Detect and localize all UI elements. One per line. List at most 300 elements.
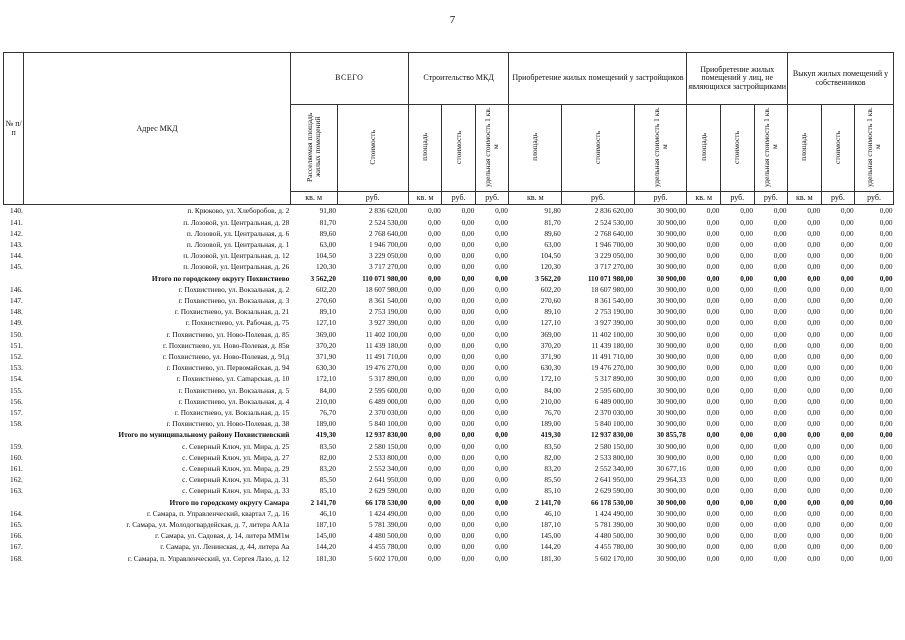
row-value: 2 595 600,00 [368,385,408,395]
row-number: 142. [10,228,23,238]
row-value: 30 900,00 [656,508,686,518]
row-address: г. Похвистнево, ул. Сamарская, д. 10 [176,374,290,384]
row-value: 0,00 [428,240,441,249]
row-value: 85,50 [544,475,561,485]
row-value: 0,00 [706,318,720,328]
table-row [4,340,894,351]
table-row [4,261,894,272]
row-value: 189,00 [315,419,337,429]
row-value: 66 178 530,00 [591,497,634,507]
table-row [4,441,894,452]
row-value: 0,00 [740,340,754,350]
row-value: 0,00 [807,217,821,227]
row-value: 0,00 [840,217,854,227]
subtotal-row [4,497,894,508]
row-address: г. Похвистнево, ул. Вокзальная, д. 4 [178,396,290,406]
row-value: 0,00 [879,318,893,328]
row-value: 2 580 150,00 [594,441,634,451]
row-value: 30 677,16 [656,464,686,474]
row-value: 18 607 980,00 [365,284,408,294]
row-value: 0,00 [428,508,441,518]
row-value: 29 964,33 [656,475,686,485]
row-number: 159. [10,441,23,451]
row-value: 0,00 [773,441,787,451]
row-value: 0,00 [773,520,787,530]
subtotal-row [4,273,894,284]
row-value: 0,00 [428,464,441,474]
row-value: 2 641 950,00 [368,475,408,485]
row-value: 0,00 [879,396,893,406]
row-value: 0,00 [807,307,821,317]
unit-rub: руб. [337,192,408,205]
row-value: 0,00 [428,217,441,227]
row-value: 0,00 [461,553,475,563]
row-value: 0,00 [428,307,441,317]
row-value: 11 439 180,00 [365,340,408,350]
row-value: 2 533 800,00 [368,452,408,462]
row-value: 0,00 [495,385,508,395]
row-value: 0,00 [461,475,475,485]
row-value: 0,00 [706,452,720,462]
row-value: 2 768 640,00 [368,228,408,238]
row-value: 3 229 050,00 [594,251,634,261]
sub-area: площадь [509,105,562,192]
row-value: 0,00 [807,419,821,429]
row-address: г. Самара, ул. Ленинская, д. 44, литера Аа [160,542,290,552]
row-value: 0,00 [773,228,787,238]
unit-rub: руб. [562,192,634,205]
row-value: 2 552 340,00 [368,464,408,474]
row-address: Итого по городскому округу Похвистнево [151,273,290,283]
row-value: 0,00 [773,408,787,418]
row-value: 0,00 [428,318,441,328]
row-value: 2 552 340,00 [594,464,634,474]
row-value: 0,00 [840,262,854,272]
unit-sqm: кв. м [509,192,562,205]
row-value: 0,00 [495,486,508,496]
row-value: 0,00 [495,419,508,429]
row-value: 5 840 100,00 [594,419,634,429]
row-value: 0,00 [773,374,787,384]
row-address: г. Похвистнево, ул. Ново-Полевая, д. 91д [162,352,290,362]
row-value: 0,00 [495,240,508,249]
group-acquisition-non-developers: Приобретение жилых помещений у лиц, не являющихся застройщиками [687,53,788,105]
row-value: 0,00 [840,542,854,552]
row-value: 0,00 [879,486,893,496]
row-address: п. Лозовой, ул. Центральная, д. 28 [183,217,290,227]
row-value: 0,00 [840,452,854,462]
row-value: 0,00 [706,217,720,227]
row-value: 0,00 [879,542,893,552]
row-value: 1 424 490,00 [594,508,634,518]
row-value: 0,00 [461,497,475,507]
row-value: 3 229 050,00 [368,251,408,261]
row-value: 0,00 [807,553,821,563]
row-value: 0,00 [879,262,893,272]
row-value: 0,00 [879,464,893,474]
row-value: 0,00 [706,408,720,418]
row-value: 0,00 [840,553,854,563]
row-value: 30 900,00 [656,251,686,261]
row-value: 0,00 [840,374,854,384]
row-value: 0,00 [428,419,441,429]
row-value: 0,00 [706,385,720,395]
row-value: 0,00 [706,497,720,507]
row-value: 0,00 [495,296,508,306]
row-value: 0,00 [495,340,508,350]
row-value: 0,00 [495,329,508,339]
row-value: 0,00 [879,497,893,507]
row-value: 0,00 [495,307,508,317]
row-address: г. Самара, п. Управленческий, ул. Сергея Лазо, д. 12 [127,553,290,563]
unit-rub: руб. [720,192,754,205]
row-value: 0,00 [461,240,475,249]
row-value: 370,20 [540,340,561,350]
row-address: г. Похвистнево, ул. Рабочая, д. 75 [185,318,290,328]
subtotal-row [4,429,894,440]
row-address: с. Северный Ключ, ул. Мира, д. 25 [182,441,290,451]
unit-sqm: кв. м [788,192,822,205]
row-value: 0,00 [495,206,508,216]
group-acquisition-developers: Приобретение жилых помещений у застройщиков [509,53,687,105]
row-value: 30 900,00 [656,363,686,373]
row-value: 144,20 [315,542,337,552]
row-value: 30 900,00 [656,441,686,451]
row-value: 181,30 [540,553,561,563]
row-value: 0,00 [461,430,475,440]
row-address: г. Похвистнево, ул. Вокзальная, д. 15 [174,408,290,418]
row-number: 149. [10,318,23,328]
row-value: 0,00 [773,329,787,339]
row-value: 0,00 [773,531,787,541]
row-value: 0,00 [740,497,754,507]
row-value: 0,00 [740,441,754,451]
row-value: 0,00 [461,262,475,272]
sub-unit-cost: удельная стоимость 1 кв. м [754,105,788,192]
row-value: 30 900,00 [656,352,686,362]
row-value: 0,00 [706,251,720,261]
row-value: 0,00 [879,408,893,418]
row-value: 2 141,70 [535,497,561,507]
row-value: 145,00 [540,531,561,541]
row-value: 210,00 [315,396,337,406]
row-value: 0,00 [495,318,508,328]
row-address: г. Самара, ул. Молодогвардейская, д. 7, литера АА1а [126,520,290,530]
row-number: 150. [10,329,23,339]
row-value: 0,00 [879,441,893,451]
row-value: 2 524 530,00 [368,217,408,227]
resettlement-table [3,52,894,564]
row-value: 81,70 [319,217,337,227]
row-value: 0,00 [495,217,508,227]
row-value: 30 900,00 [656,284,686,294]
row-value: 0,00 [773,553,787,563]
row-value: 0,00 [773,273,787,283]
row-value: 0,00 [807,385,821,395]
row-value: 5 317 890,00 [368,374,408,384]
row-value: 3 717 270,00 [368,262,408,272]
row-value: 5 781 390,00 [594,520,634,530]
row-value: 0,00 [879,307,893,317]
row-value: 0,00 [706,508,720,518]
row-value: 30 900,00 [656,307,686,317]
row-value: 189,00 [540,419,561,429]
row-number: 144. [10,251,23,261]
row-value: 602,20 [540,284,561,294]
row-value: 30 900,00 [656,206,686,216]
row-value: 0,00 [740,228,754,238]
row-value: 0,00 [807,486,821,496]
row-value: 0,00 [428,520,441,530]
row-value: 0,00 [428,531,441,541]
row-value: 0,00 [706,419,720,429]
row-value: 0,00 [879,374,893,384]
table-row [4,519,894,530]
row-value: 0,00 [495,497,508,507]
row-number [4,429,24,440]
row-value: 0,00 [773,396,787,406]
row-value: 0,00 [706,296,720,306]
sub-cost: стоимость [562,105,634,192]
row-value: 0,00 [807,374,821,384]
row-value: 0,00 [428,340,441,350]
row-address: с. Северный Ключ, ул. Мира, д. 31 [182,475,290,485]
row-value: 0,00 [879,520,893,530]
row-value: 0,00 [461,441,475,451]
row-value: 0,00 [879,296,893,306]
row-value: 0,00 [461,352,475,362]
row-value: 0,00 [706,340,720,350]
row-number: 140. [10,206,23,216]
row-value: 0,00 [879,452,893,462]
row-value: 0,00 [428,385,441,395]
row-value: 0,00 [740,464,754,474]
header-address: Адрес МКД [24,53,290,205]
row-value: 0,00 [740,385,754,395]
row-number: 148. [10,307,23,317]
row-value: 0,00 [740,251,754,261]
row-value: 187,10 [315,520,337,530]
table-row [4,418,894,429]
row-value: 0,00 [740,240,754,249]
row-number: 152. [10,352,23,362]
row-value: 19 476 270,00 [365,363,408,373]
row-value: 0,00 [706,228,720,238]
row-value: 30 900,00 [656,497,686,507]
row-address: с. Северный Ключ, ул. Мира, д. 27 [182,452,290,462]
row-value: 0,00 [807,497,821,507]
row-value: 66 178 530,00 [365,497,408,507]
unit-sqm: кв. м [408,192,442,205]
row-value: 0,00 [495,374,508,384]
row-value: 0,00 [807,296,821,306]
row-value: 0,00 [773,497,787,507]
row-value: 0,00 [461,284,475,294]
row-value: 0,00 [495,520,508,530]
row-value: 0,00 [461,396,475,406]
row-value: 0,00 [773,430,787,440]
row-value: 85,10 [544,486,561,496]
row-value: 30 900,00 [656,531,686,541]
row-value: 0,00 [495,284,508,294]
row-value: 30 900,00 [656,452,686,462]
row-value: 1 946 700,00 [368,240,408,249]
row-value: 0,00 [807,464,821,474]
row-value: 0,00 [807,340,821,350]
row-value: 0,00 [840,497,854,507]
row-value: 0,00 [706,284,720,294]
table-row [4,452,894,463]
row-address: Итого по муниципальному району Похвистневский [118,430,290,440]
row-value: 11 491 710,00 [365,352,408,362]
row-value: 110 071 980,00 [362,273,408,283]
sub-area: площадь [408,105,442,192]
row-number: 156. [10,396,23,406]
row-value: 11 439 180,00 [591,340,634,350]
row-value: 0,00 [807,240,821,249]
row-address: п. Лозовой, ул. Центральная, д. 6 [186,228,290,238]
row-value: 0,00 [879,475,893,485]
row-value: 0,00 [428,553,441,563]
row-value: 0,00 [706,329,720,339]
row-value: 371,90 [540,352,561,362]
row-value: 0,00 [807,542,821,552]
row-number: 167. [10,542,23,552]
row-value: 0,00 [840,508,854,518]
row-value: 0,00 [879,508,893,518]
row-address: с. Северный Ключ, ул. Мира, д. 33 [182,486,290,496]
row-value: 0,00 [461,464,475,474]
row-value: 2 836 620,00 [594,206,634,216]
row-value: 0,00 [428,329,441,339]
row-value: 89,10 [319,307,337,317]
row-value: 0,00 [773,542,787,552]
row-address: г. Похвистнево, ул. Ново-Полевая, д. 85в [163,340,290,350]
row-value: 0,00 [807,284,821,294]
row-value: 0,00 [461,329,475,339]
row-value: 18 607 980,00 [591,284,634,294]
unit-rub: руб. [821,192,855,205]
row-value: 0,00 [428,262,441,272]
row-address: г. Похвистнево, ул. Вокзальная, д. 21 [174,307,290,317]
unit-sqm: кв. м [290,192,337,205]
row-value: 11 402 100,00 [591,329,634,339]
row-value: 0,00 [461,408,475,418]
row-value: 0,00 [840,363,854,373]
row-address: п. Лозовой, ул. Центральная, д. 12 [183,251,290,261]
row-value: 0,00 [840,273,854,283]
row-value: 0,00 [495,228,508,238]
row-value: 2 370 030,00 [594,408,634,418]
row-value: 5 317 890,00 [594,374,634,384]
row-value: 0,00 [773,486,787,496]
row-value: 0,00 [773,508,787,518]
row-value: 0,00 [807,329,821,339]
row-value: 3 562,20 [535,273,561,283]
row-value: 104,50 [540,251,561,261]
row-value: 12 937 830,00 [591,430,634,440]
row-value: 76,70 [319,408,337,418]
row-value: 82,00 [544,452,561,462]
table-row [4,508,894,519]
row-value: 0,00 [706,374,720,384]
row-value: 0,00 [495,508,508,518]
row-value: 0,00 [495,542,508,552]
row-value: 181,30 [315,553,337,563]
row-number: 158. [10,419,23,429]
row-value: 2 753 190,00 [368,307,408,317]
row-value: 0,00 [840,486,854,496]
row-value: 630,30 [540,363,561,373]
sub-unit-cost: удельная стоимость 1 кв. м [634,105,687,192]
row-value: 0,00 [840,307,854,317]
row-address: п. Лозовой, ул. Центральная, д. 1 [186,240,290,249]
row-value: 0,00 [706,464,720,474]
row-value: 0,00 [840,385,854,395]
row-value: 0,00 [461,542,475,552]
row-value: 2 836 620,00 [368,206,408,216]
row-value: 0,00 [428,284,441,294]
table-row [4,205,894,217]
row-value: 30 900,00 [656,262,686,272]
row-value: 0,00 [428,408,441,418]
row-number: 165. [10,520,23,530]
row-value: 0,00 [428,296,441,306]
row-value: 63,00 [319,240,337,249]
row-address: г. Похвистнево, ул. Вокзальная, д. 3 [178,296,290,306]
row-value: 0,00 [879,363,893,373]
row-value: 0,00 [840,329,854,339]
table-row [4,530,894,541]
row-value: 30 900,00 [656,340,686,350]
row-value: 2 141,70 [310,497,337,507]
row-value: 30 900,00 [656,329,686,339]
row-value: 0,00 [495,452,508,462]
row-value: 3 717 270,00 [594,262,634,272]
sub-unit-cost: удельная стоимость 1 кв. м [475,105,509,192]
row-value: 0,00 [773,307,787,317]
row-value: 30 900,00 [656,486,686,496]
row-value: 0,00 [879,553,893,563]
row-value: 0,00 [773,475,787,485]
page-number: 7 [449,14,456,26]
row-value: 127,10 [540,318,561,328]
table-row [4,329,894,340]
row-value: 0,00 [428,273,441,283]
row-address: г. Похвистнево, ул. Вокзальная, д. 5 [178,385,290,395]
row-value: 0,00 [706,206,720,216]
row-value: 11 402 100,00 [365,329,408,339]
row-value: 0,00 [773,262,787,272]
row-value: 0,00 [495,441,508,451]
row-value: 0,00 [740,486,754,496]
row-value: 0,00 [807,520,821,530]
row-value: 30 900,00 [656,520,686,530]
row-value: 0,00 [428,486,441,496]
row-value: 0,00 [740,363,754,373]
row-value: 371,90 [315,352,337,362]
row-value: 0,00 [706,240,720,249]
row-address: Итого по городскому округу Самара [169,497,290,507]
row-value: 5 602 170,00 [594,553,634,563]
row-value: 6 489 000,00 [594,396,634,406]
row-value: 0,00 [879,284,893,294]
row-value: 110 071 980,00 [587,273,634,283]
row-value: 0,00 [461,385,475,395]
row-value: 89,60 [544,228,561,238]
row-value: 0,00 [740,262,754,272]
table-body [4,205,894,564]
